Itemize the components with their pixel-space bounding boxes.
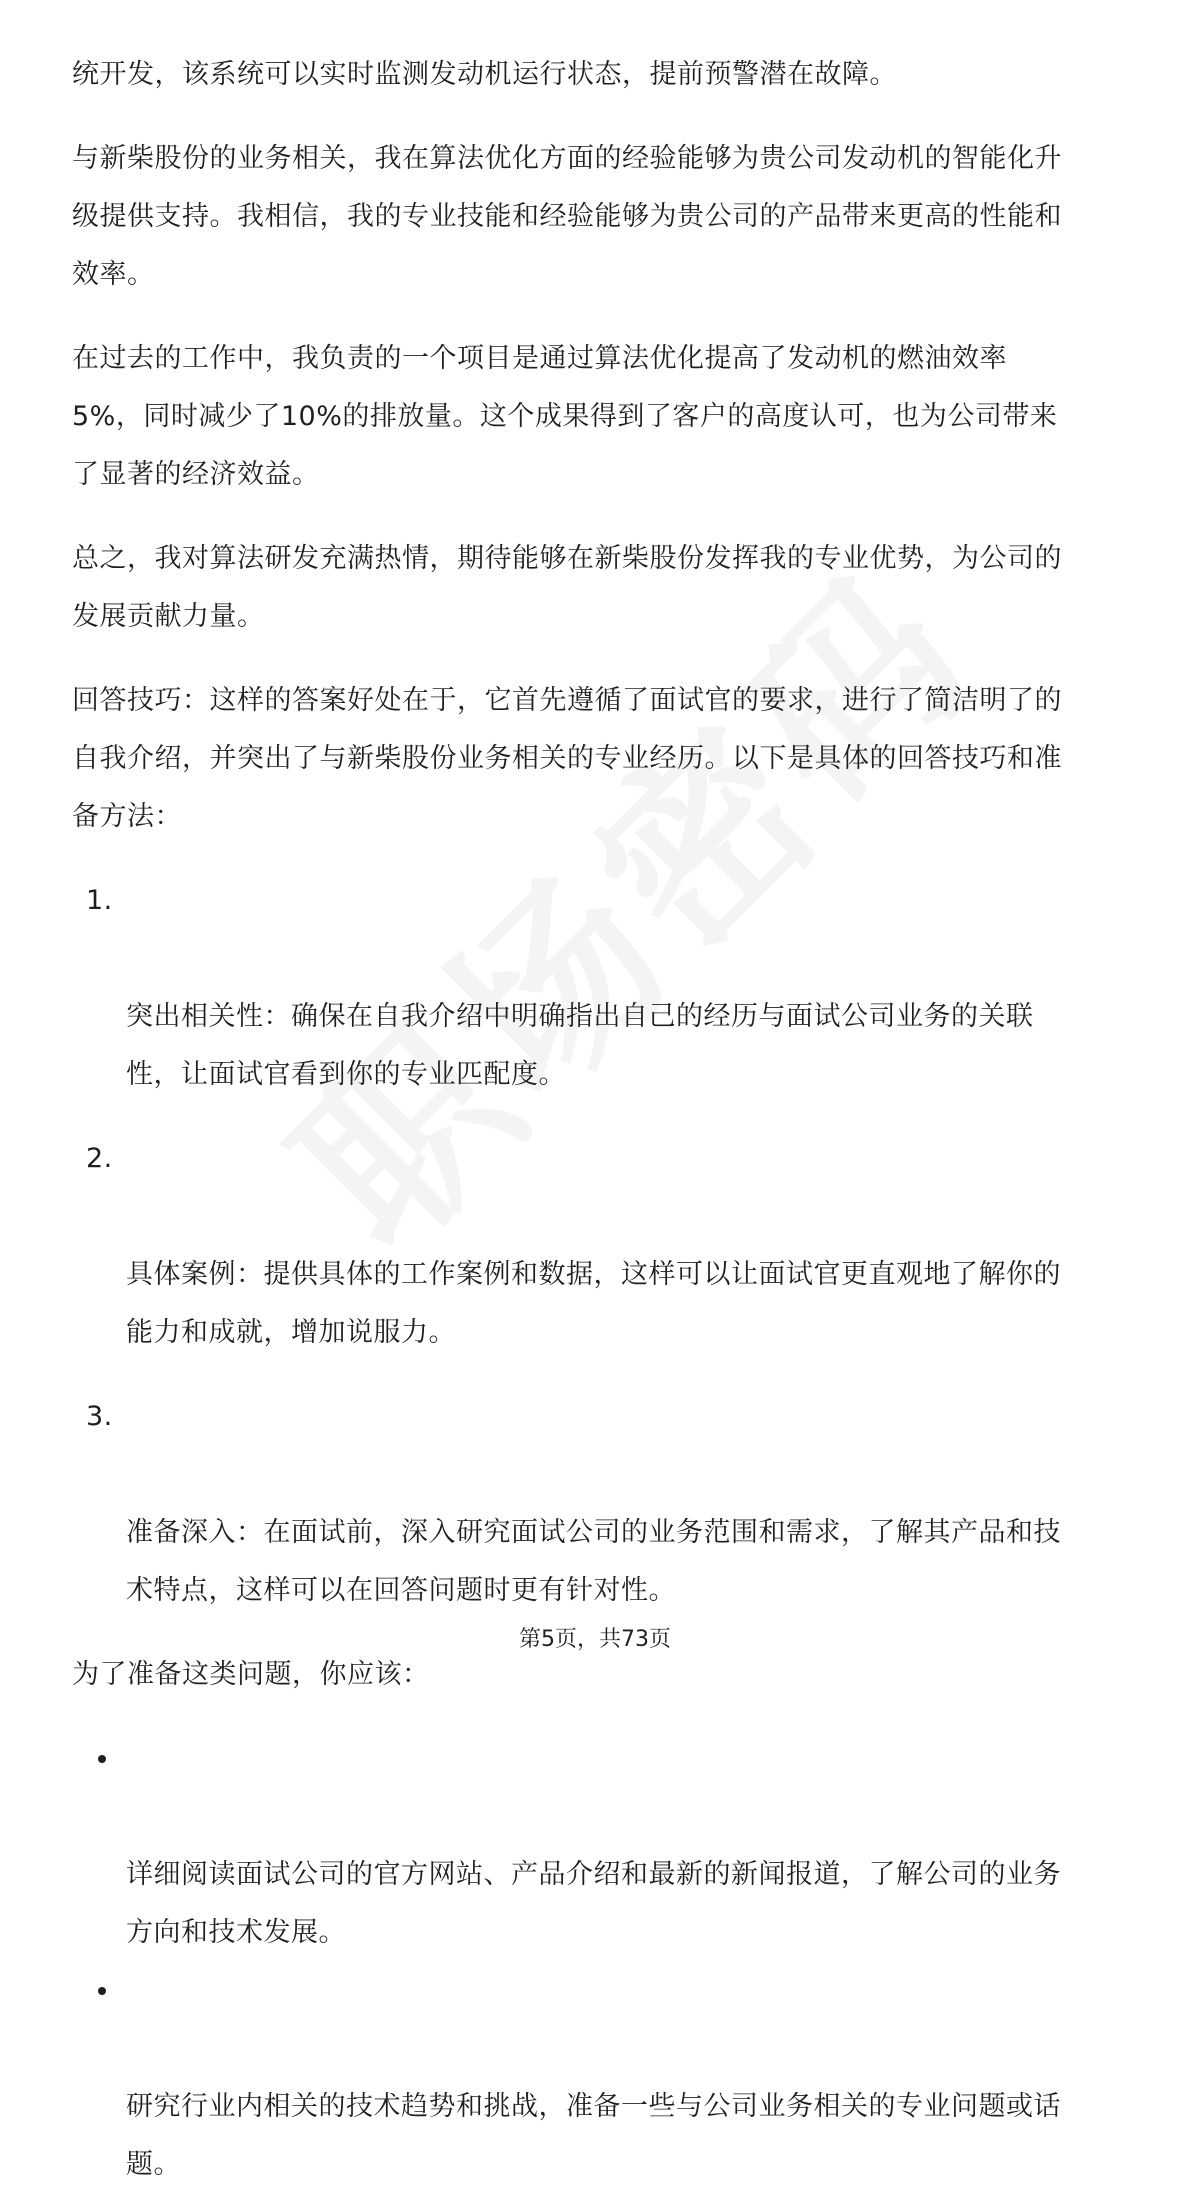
- paragraph-1: 统开发，该系统可以实时监测发动机运行状态，提前预警潜在故障。: [72, 59, 897, 90]
- document-page: [72, 46, 1122, 2194]
- page-footer: 第5页，共73页: [519, 1627, 671, 1652]
- bullet-dot-icon: [98, 1755, 106, 1763]
- prep-intro: 为了准备这类问题，你应该：: [72, 1659, 430, 1690]
- bullet-item-text: 详细阅读面试公司的官方网站、产品介绍和最新的新闻报道，了解公司的业务 方向和技术发展。: [126, 1859, 1061, 1948]
- prep-bullet-list: [72, 1730, 1122, 2194]
- list-number: 3.: [86, 1401, 113, 1432]
- bullet-dot-icon: [98, 1987, 106, 1995]
- list-item: [72, 1388, 1122, 1620]
- tips-numbered-list: [72, 872, 1122, 1620]
- paragraph-4: 总之，我对算法研发充满热情，期待能够在新柴股份发挥我的专业优势，为公司的 发展贡献力量。: [72, 543, 1062, 632]
- list-item: [72, 1130, 1122, 1362]
- list-number: 1.: [86, 885, 113, 916]
- bullet-item: [72, 1962, 1122, 2194]
- paragraph-answer-tips: 回答技巧：这样的答案好处在于，它首先遵循了面试官的要求，进行了简洁明了的 自我介绍，并突出了与新柴股份业务相关的专业经历。以下是具体的回答技巧和准 备方法：: [72, 685, 1062, 832]
- list-item-text: 准备深入：在面试前，深入研究面试公司的业务范围和需求，了解其产品和技 术特点，这样可以在回答问题时更有针对性。: [126, 1517, 1061, 1606]
- list-item-text: 突出相关性：确保在自我介绍中明确指出自己的经历与面试公司业务的关联 性，让面试官看到你的专业匹配度。: [126, 1001, 1034, 1090]
- bullet-item-text: 研究行业内相关的技术趋势和挑战，准备一些与公司业务相关的专业问题或话 题。: [126, 2091, 1061, 2180]
- bullet-item: [72, 1730, 1122, 1962]
- list-item-text: 具体案例：提供具体的工作案例和数据，这样可以让面试官更直观地了解你的 能力和成就，增加说服力。: [126, 1259, 1061, 1348]
- list-item: [72, 872, 1122, 1104]
- list-number: 2.: [86, 1143, 113, 1174]
- paragraph-2: 与新柴股份的业务相关，我在算法优化方面的经验能够为贵公司发动机的智能化升 级提供支持。我相信，我的专业技能和经验能够为贵公司的产品带来更高的性能和 效率。: [72, 143, 1062, 290]
- paragraph-3: 在过去的工作中，我负责的一个项目是通过算法优化提高了发动机的燃油效率 5%，同时减少了10%的排放量。这个成果得到了客户的高度认可，也为公司带来 了显著的经济效益。: [72, 343, 1058, 490]
